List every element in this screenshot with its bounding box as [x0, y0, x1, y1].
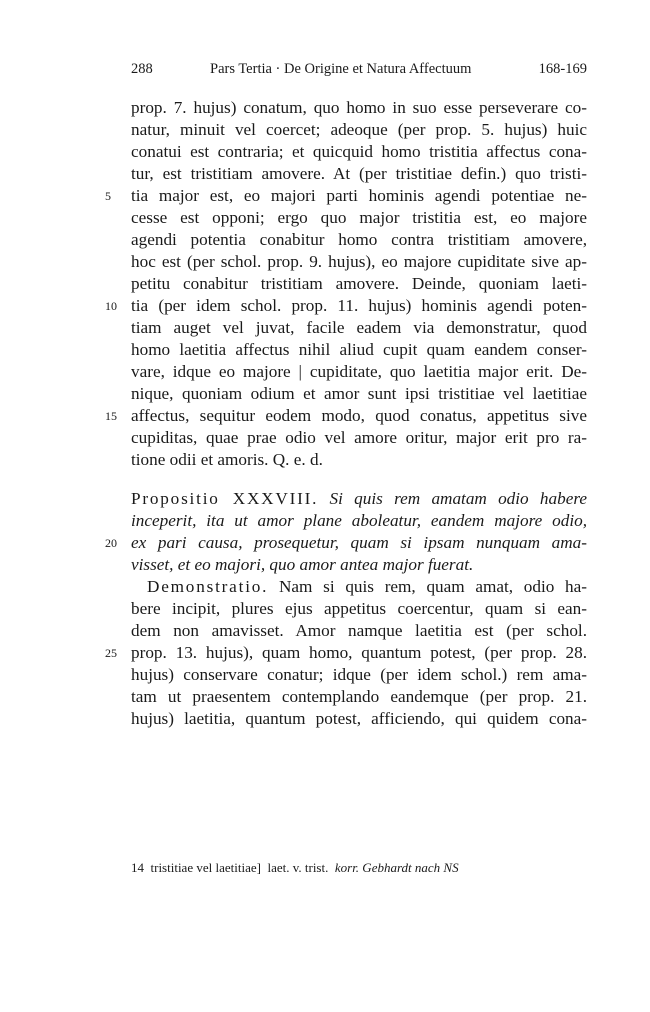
demonstration-heading-line: [131, 576, 587, 598]
text-line: cesse est opponi; ergo quo major tristitia est, eo majore: [131, 208, 587, 227]
footnote-lemma: tristitiae vel laetitiae]: [150, 860, 261, 875]
text-line: vare, idque eo majore | cupiditate, quo laetitia major erit. De-: [131, 362, 587, 381]
text-line: tiam auget vel juvat, facile eadem via demonstratur, quod: [131, 318, 587, 337]
demonstration-label: Demonstratio.: [147, 577, 269, 596]
proposition-heading-line: [131, 488, 587, 510]
footnote-line-ref: 14: [131, 860, 144, 875]
text-line: agendi potentia conabitur homo contra tristitiam amovere,: [131, 230, 587, 249]
line-number: 25: [105, 646, 117, 660]
text-line: natur, minuit vel coercet; adeoque (per prop. 5. hujus) huic: [131, 120, 587, 139]
footnote-correction: korr. Gebhardt nach NS: [334, 860, 459, 875]
demonstration-line: dem non amavisset. Amor namque laetitia est (per schol.: [131, 621, 587, 640]
footnote: [131, 860, 459, 876]
running-header: [131, 61, 587, 83]
text-line: petitu conabitur tristitiam amovere. Deinde, quoniam laeti-: [131, 274, 587, 293]
page-number: 288: [131, 61, 153, 77]
proposition-label: Propositio XXXVIII.: [131, 489, 319, 508]
text-line: tia major est, eo majori parti hominis agendi potentiae ne-: [131, 186, 587, 205]
demonstration-line: hujus) conservare conatur; idque (per idem schol.) rem ama-: [131, 665, 587, 684]
text-line: cupiditas, quae prae odio vel amore oritur, major erit pro ra-: [131, 428, 587, 447]
demonstration-line: tam ut praesentem contemplando eandemque (per prop. 21.: [131, 687, 587, 706]
text-line: tur, est tristitiam amovere. At (per tristitiae defin.) quo tristi-: [131, 164, 587, 183]
demonstration-line: hujus) laetitia, quantum potest, afficiendo, qui quidem cona-: [131, 709, 587, 728]
text-line: tione odii et amoris. Q. e. d.: [131, 450, 323, 469]
text-line: hoc est (per schol. prop. 9. hujus), eo majore cupiditate sive ap-: [131, 252, 587, 271]
text-line: homo laetitia affectus nihil aliud cupit quam eandem conser-: [131, 340, 587, 359]
text-line: nique, quoniam odium et amor sunt ipsi tristitiae vel laetitiae: [131, 384, 587, 403]
proposition-line: ex pari causa, prosequetur, quam si ipsam nunquam ama-: [131, 533, 587, 552]
section-reference: 168-169: [538, 61, 587, 77]
text-line: prop. 7. hujus) conatum, quo homo in suo esse perseverare co-: [131, 98, 587, 117]
text-line: affectus, sequitur eodem modo, quod conatus, appetitus sive: [131, 406, 587, 425]
running-head-title: Pars Tertia · De Origine et Natura Affectuum: [210, 61, 472, 77]
demonstration-line: prop. 13. hujus), quam homo, quantum potest, (per prop. 28.: [131, 643, 587, 662]
line-number: 5: [105, 189, 111, 203]
line-number: 20: [105, 536, 117, 550]
proposition-text: Si quis rem amatam odio habere: [329, 489, 587, 508]
text-line: tia (per idem schol. prop. 11. hujus) hominis agendi poten-: [131, 296, 587, 315]
demonstration-text: Nam si quis rem, quam amat, odio ha-: [279, 577, 588, 596]
text-line: conatui est contraria; et quicquid homo tristitia affectus cona-: [131, 142, 587, 161]
demonstration-line: bere incipit, plures ejus appetitus coercentur, quam si ean-: [131, 599, 587, 618]
proposition-line: inceperit, ita ut amor plane aboleatur, eandem majore odio,: [131, 511, 587, 530]
line-number: 15: [105, 409, 117, 423]
proposition-line: visset, et eo majori, quo amor antea major fuerat.: [131, 555, 474, 574]
line-number: 10: [105, 299, 117, 313]
footnote-variant: laet. v. trist.: [267, 860, 329, 875]
